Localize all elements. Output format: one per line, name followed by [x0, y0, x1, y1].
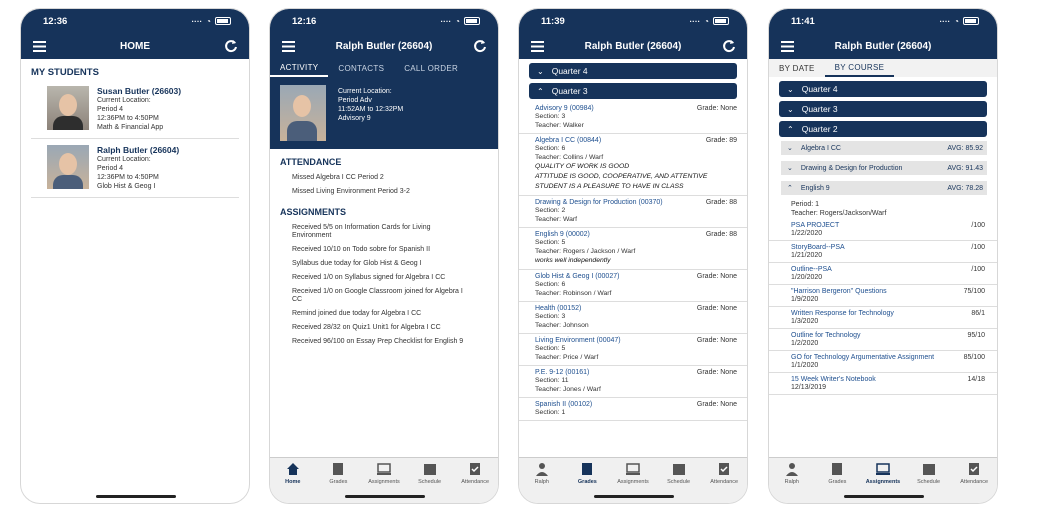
- quarter-3-toggle[interactable]: [529, 83, 737, 99]
- assignment-name: StoryBoard--PSA: [791, 244, 845, 251]
- nav-label: Grades: [329, 479, 348, 485]
- quarter-label: Quarter 4: [801, 84, 838, 94]
- course-section: Section: 3: [535, 313, 566, 320]
- course-teacher: Teacher: Rogers/Jackson/Warf: [791, 210, 887, 217]
- assignment-date: 1/20/2020: [791, 274, 823, 281]
- assignment-date: 1/2/2020: [791, 340, 819, 347]
- assignment-date: 1/21/2020: [791, 252, 823, 259]
- course-item[interactable]: [519, 134, 747, 196]
- course-name: Drawing & Design for Production: [800, 164, 903, 172]
- attendance-icon: [468, 462, 482, 476]
- course-comment: STUDENT IS A PLEASURE TO HAVE IN CLASS: [535, 183, 684, 190]
- course-item[interactable]: [519, 196, 747, 228]
- quarter-4-toggle[interactable]: [779, 81, 987, 97]
- assignment-name: Outline for Technology: [791, 332, 861, 339]
- status-bar: [270, 9, 498, 33]
- course-teacher: Teacher: Rogers / Jackson / Warf: [535, 248, 636, 255]
- course-grade: Grade: None: [696, 369, 737, 376]
- app-bar: [21, 33, 249, 59]
- nav-label: Ralph: [534, 479, 549, 485]
- course-teacher: Teacher: Johnson: [535, 322, 589, 329]
- assignment-row[interactable]: [769, 219, 997, 241]
- menu-icon[interactable]: [31, 38, 47, 54]
- assignment-row[interactable]: [769, 241, 997, 263]
- student-card[interactable]: [31, 80, 239, 139]
- nav-label: Ralph: [784, 479, 799, 485]
- course-name: Glob Hist & Geog I (00027): [535, 273, 620, 280]
- battery-icon: [713, 17, 729, 25]
- location-time: 12:36PM to 4:50PM: [97, 115, 159, 122]
- activity-tabs: [270, 59, 498, 77]
- location-time: 11:52AM to 12:32PM: [338, 106, 404, 113]
- assignments-heading: ASSIGNMENTS: [280, 207, 347, 217]
- assignment-row[interactable]: [769, 329, 997, 351]
- attendance-icon: [967, 462, 981, 476]
- student-photo: [47, 86, 89, 130]
- battery-icon: [215, 17, 231, 25]
- chevron-down-icon: ⌄: [787, 104, 794, 114]
- location-time: 12:36PM to 4:50PM: [97, 174, 159, 181]
- signal-icon: ····: [689, 16, 701, 26]
- assignment-row[interactable]: [769, 285, 997, 307]
- course-item[interactable]: [519, 102, 747, 134]
- assignment-row[interactable]: [769, 373, 997, 395]
- assignment-item: Received 5/5 on Information Cards for Living Environment: [292, 224, 431, 239]
- assignment-name: GO for Technology Argumentative Assignment: [791, 354, 935, 361]
- location-class: Math & Financial App: [97, 124, 164, 131]
- attendance-item: Missed Algebra I CC Period 2: [292, 174, 384, 181]
- quarter-2-toggle[interactable]: [779, 121, 987, 137]
- grades-icon: [580, 462, 594, 476]
- assignment-row[interactable]: [769, 307, 997, 329]
- assignment-row[interactable]: [769, 351, 997, 373]
- course-item[interactable]: [519, 398, 747, 421]
- student-name: Susan Butler (26603): [97, 86, 182, 96]
- nav-student[interactable]: [772, 462, 812, 503]
- course-name: Algebra I CC (00844): [535, 137, 602, 144]
- course-name: P.E. 9-12 (00161): [535, 369, 590, 376]
- course-toggle-algebra[interactable]: [781, 141, 987, 155]
- course-period: Period: 1: [791, 201, 820, 208]
- menu-icon[interactable]: [280, 38, 296, 54]
- course-teacher: Teacher: Warf: [535, 216, 578, 223]
- page-title: Ralph Butler (26604): [584, 40, 682, 52]
- nav-label: Attendance: [960, 479, 989, 485]
- course-grade: Grade: 88: [705, 231, 737, 238]
- quarter-4-toggle[interactable]: [529, 63, 737, 79]
- course-name: English 9 (00002): [535, 231, 590, 238]
- phone-grades-screen: [518, 8, 748, 504]
- assignments-icon: [626, 462, 640, 476]
- course-section: Section: 2: [535, 207, 566, 214]
- assignment-date: 1/9/2020: [791, 296, 819, 303]
- app-bar: [270, 33, 498, 59]
- course-name: Drawing & Design for Production (00370): [535, 199, 663, 206]
- status-bar: [769, 9, 997, 33]
- chevron-up-icon: ⌃: [787, 185, 793, 192]
- assignment-name: Written Response for Technology: [791, 310, 894, 317]
- assignment-name: 15 Week Writer's Notebook: [791, 376, 876, 383]
- schedule-icon: [423, 462, 437, 476]
- student-photo: [280, 85, 326, 141]
- home-indicator: [345, 495, 425, 498]
- course-teacher: Teacher: Jones / Warf: [535, 386, 601, 393]
- assignment-score: /100: [971, 222, 985, 229]
- course-section: Section: 5: [535, 345, 566, 352]
- schedule-icon: [672, 462, 686, 476]
- nav-home[interactable]: [273, 462, 313, 503]
- course-details: [769, 198, 997, 219]
- course-item[interactable]: [519, 302, 747, 334]
- menu-icon[interactable]: [779, 38, 795, 54]
- nav-label: Schedule: [917, 479, 941, 485]
- wifi-icon: ◔: [455, 16, 460, 26]
- status-time: 11:41: [791, 15, 815, 27]
- assignment-list: [769, 219, 997, 395]
- refresh-icon[interactable]: [721, 38, 737, 54]
- course-grade: Grade: 88: [705, 199, 737, 206]
- status-icons: [192, 17, 232, 26]
- course-item[interactable]: [519, 270, 747, 302]
- assignment-item: Remind joined due today for Algebra I CC: [292, 310, 422, 317]
- nav-label: Assignments: [617, 479, 649, 485]
- nav-label: Attendance: [461, 479, 490, 485]
- course-grade: Grade: None: [696, 401, 737, 408]
- assignment-date: 1/3/2020: [791, 318, 819, 325]
- assignment-score: 86/1: [971, 310, 985, 317]
- phone-assignments-screen: [768, 8, 998, 504]
- course-item[interactable]: [519, 334, 747, 366]
- menu-icon[interactable]: [529, 38, 545, 54]
- course-grade: Grade: None: [696, 105, 737, 112]
- course-toggle-english[interactable]: [781, 181, 987, 195]
- assignment-date: 12/13/2019: [791, 384, 827, 391]
- location-label: Current Location:: [338, 88, 392, 95]
- battery-icon: [963, 17, 979, 25]
- assignment-date: 1/22/2020: [791, 230, 823, 237]
- student-name: Ralph Butler (26604): [97, 145, 180, 155]
- tab-by-course[interactable]: BY COURSE: [825, 59, 895, 77]
- chevron-down-icon: ⌄: [787, 84, 794, 94]
- course-item[interactable]: [519, 228, 747, 270]
- course-section: Section: 3: [535, 113, 566, 120]
- assignment-date: 1/1/2020: [791, 362, 819, 369]
- course-teacher: Teacher: Collins / Warf: [535, 154, 604, 161]
- student-card[interactable]: [31, 139, 239, 198]
- grades-icon: [830, 462, 844, 476]
- course-name: Spanish II (00102): [535, 401, 593, 408]
- course-average: AVG: 78.28: [947, 184, 983, 192]
- assignment-score: /100: [971, 266, 985, 273]
- quarter-label: Quarter 3: [801, 104, 838, 114]
- chevron-up-icon: ⌃: [787, 124, 794, 134]
- status-icons: [690, 17, 730, 26]
- status-time: 11:39: [541, 15, 565, 27]
- assignment-score: 95/10: [967, 332, 985, 339]
- attendance-icon: [717, 462, 731, 476]
- wifi-icon: ◔: [954, 16, 959, 26]
- assignment-item: Received 28/32 on Quiz1 Unit1 for Algebra I CC: [292, 324, 441, 331]
- attendance-heading: ATTENDANCE: [280, 157, 342, 167]
- chevron-down-icon: ⌄: [787, 145, 793, 152]
- page-title: Ralph Butler (26604): [834, 40, 932, 52]
- course-name: Algebra I CC: [800, 144, 841, 152]
- assignment-score: 14/18: [967, 376, 985, 383]
- course-comment: works well independently: [535, 257, 611, 264]
- assignment-name: PSA PROJECT: [791, 222, 840, 229]
- status-icons: [441, 17, 481, 26]
- assignment-item: Received 1/0 on Google Classroom joined for Algebra I CC: [292, 288, 463, 303]
- home-indicator: [96, 495, 176, 498]
- student-location-header: [270, 77, 498, 149]
- chevron-down-icon: ⌄: [537, 66, 544, 76]
- nav-label: Assignments: [368, 479, 400, 485]
- tab-call-order[interactable]: CALL ORDER: [404, 63, 459, 73]
- assignment-item: Received 1/0 on Syllabus signed for Algebra I CC: [292, 274, 446, 281]
- course-teacher: Teacher: Walker: [535, 122, 584, 129]
- course-name: English 9: [800, 184, 830, 192]
- assignment-tabs: [769, 59, 997, 77]
- status-bar: [519, 9, 747, 33]
- signal-icon: ····: [440, 16, 452, 26]
- attendance-item: Missed Living Environment Period 3-2: [292, 188, 410, 195]
- person-icon: [535, 462, 549, 476]
- course-section: Section: 5: [535, 239, 566, 246]
- app-bar: [519, 33, 747, 59]
- status-icons: [940, 17, 980, 26]
- status-bar: [21, 9, 249, 33]
- course-teacher: Teacher: Robinson / Warf: [535, 290, 612, 297]
- assignments-icon: [876, 462, 890, 476]
- course-section: Section: 1: [535, 409, 566, 416]
- schedule-icon: [922, 462, 936, 476]
- page-title: HOME: [120, 40, 150, 52]
- course-section: Section: 6: [535, 281, 566, 288]
- quarter-label: Quarter 2: [801, 124, 838, 134]
- course-grade: Grade: None: [696, 337, 737, 344]
- location-label: Current Location:: [97, 97, 151, 104]
- assignment-name: Outline--PSA: [791, 266, 832, 273]
- status-time: 12:16: [292, 15, 317, 27]
- signal-icon: ····: [939, 16, 951, 26]
- student-photo: [47, 145, 89, 189]
- nav-label: Schedule: [418, 479, 442, 485]
- assignment-score: /100: [971, 244, 985, 251]
- course-comment: QUALITY OF WORK IS GOOD: [535, 163, 630, 170]
- course-grade: Grade: None: [696, 305, 737, 312]
- assignment-item: Received 10/10 on Todo sobre for Spanish II: [292, 246, 431, 253]
- phone-activity-screen: [269, 8, 499, 504]
- nav-label: Attendance: [710, 479, 739, 485]
- location-class: Glob Hist & Geog I: [97, 183, 156, 190]
- assignment-name: "Harrison Bergeron" Questions: [791, 288, 887, 295]
- chevron-down-icon: ⌄: [787, 165, 793, 172]
- chevron-up-icon: ⌃: [537, 86, 544, 96]
- home-indicator: [594, 495, 674, 498]
- course-comment: ATTITUDE IS GOOD, COOPERATIVE, AND ATTENTIVE: [535, 173, 708, 180]
- assignment-item: Syllabus due today for Glob Hist & Geog I: [292, 260, 422, 267]
- location-period: Period Adv: [338, 97, 372, 104]
- nav-attendance[interactable]: [704, 462, 744, 503]
- course-section: Section: 6: [535, 145, 566, 152]
- nav-label: Assignments: [865, 479, 901, 485]
- my-students-heading: MY STUDENTS: [31, 67, 99, 78]
- nav-label: Schedule: [667, 479, 691, 485]
- course-toggle-drawing[interactable]: [781, 161, 987, 175]
- spacer: [971, 38, 987, 54]
- location-label: Current Location:: [97, 156, 151, 163]
- refresh-icon[interactable]: [472, 38, 488, 54]
- course-average: AVG: 91.43: [947, 164, 983, 172]
- nav-label: Home: [285, 479, 301, 485]
- tab-by-date[interactable]: BY DATE: [779, 63, 815, 73]
- home-icon: [286, 462, 300, 476]
- course-section: Section: 11: [535, 377, 569, 384]
- nav-student[interactable]: [522, 462, 562, 503]
- home-indicator: [844, 495, 924, 498]
- course-name: Living Environment (00047): [535, 337, 621, 344]
- tab-contacts[interactable]: CONTACTS: [338, 63, 385, 73]
- course-grade: Grade: 89: [705, 137, 737, 144]
- assignment-score: 75/100: [963, 288, 985, 295]
- tab-activity[interactable]: ACTIVITY: [270, 59, 328, 77]
- nav-attendance[interactable]: [954, 462, 994, 503]
- course-name: Health (00152): [535, 305, 582, 312]
- location-period: Period 4: [97, 165, 124, 172]
- status-time: 12:36: [43, 15, 68, 27]
- nav-label: Grades: [577, 479, 597, 485]
- course-item[interactable]: [519, 366, 747, 398]
- grades-icon: [331, 462, 345, 476]
- nav-label: Grades: [828, 479, 847, 485]
- quarter-label: Quarter 3: [551, 86, 588, 96]
- battery-icon: [464, 17, 480, 25]
- course-list: [519, 102, 747, 421]
- assignment-row[interactable]: [769, 263, 997, 285]
- location-period: Period 4: [97, 106, 124, 113]
- signal-icon: ····: [191, 16, 203, 26]
- course-teacher: Teacher: Price / Warf: [535, 354, 599, 361]
- phone-home-screen: [20, 8, 250, 504]
- app-bar: [769, 33, 997, 59]
- quarter-3-toggle[interactable]: [779, 101, 987, 117]
- course-name: Advisory 9 (00984): [535, 105, 594, 112]
- assignment-score: 85/100: [963, 354, 985, 361]
- course-grade: Grade: None: [696, 273, 737, 280]
- wifi-icon: ◔: [206, 16, 211, 26]
- assignments-icon: [377, 462, 391, 476]
- nav-attendance[interactable]: [455, 462, 495, 503]
- course-average: AVG: 85.92: [947, 144, 983, 152]
- person-icon: [785, 462, 799, 476]
- location-class: Advisory 9: [338, 115, 371, 122]
- refresh-icon[interactable]: [223, 38, 239, 54]
- assignment-item: Received 96/100 on Essay Prep Checklist for English 9: [292, 338, 464, 345]
- quarter-label: Quarter 4: [551, 66, 588, 76]
- wifi-icon: ◔: [704, 16, 709, 26]
- page-title: Ralph Butler (26604): [335, 40, 433, 52]
